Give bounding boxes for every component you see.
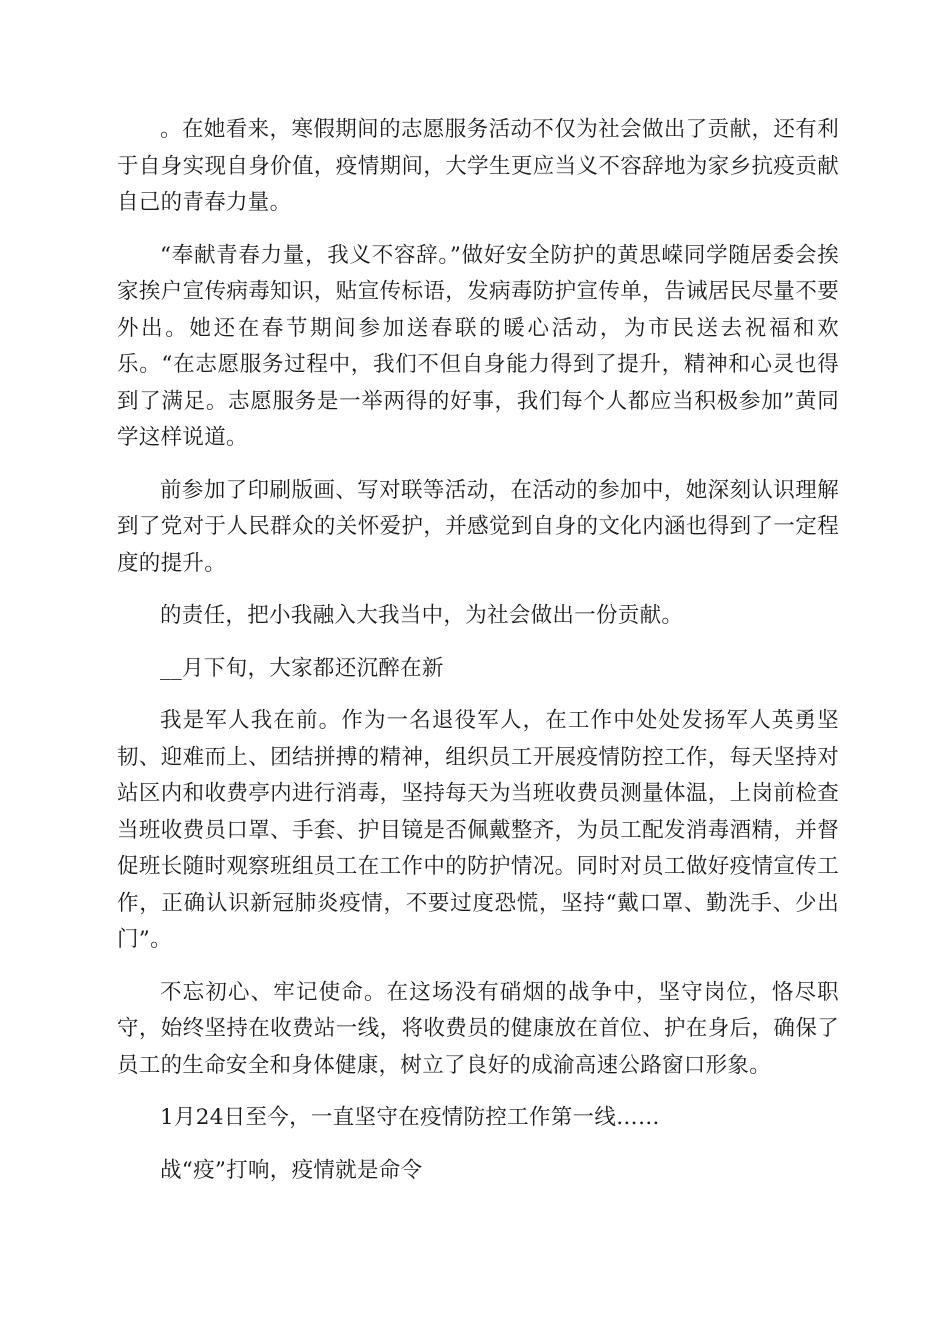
paragraph-6: 我是军人我在前。作为一名退役军人，在工作中处处发扬军人英勇坚韧、迎难而上、团结拼搏的精神，组织员工开展疫情防控工作，每天坚持对站区内和收费亭内进行消毒，坚持每天为当班收费员测量体温，上岗前检查当班收费员口罩、手套、护目镜是否佩戴整齐，为员工配发消毒酒精，并督促班长随时观察班组员工在工作中的防护情况。同时对员工做好疫情宣传工作，正确认识新冠肺炎疫情，不要过度恐慌，坚持“戴口罩、勤洗手、少出门”。 [117, 708, 839, 952]
paragraph-5: __月下旬，大家都还沉醉在新 [160, 655, 444, 681]
paragraph-2: “奉献青春力量，我义不容辞。”做好安全防护的黄思嵘同学随居委会挨家挨户宣传病毒知识，贴宣传标语，发病毒防护宣传单，告诫居民尽量不要外出。她还在春节期间参加送春联的暖心活动，为市民送去祝福和欢乐。“在志愿服务过程中，我们不但自身能力得到了提升，精神和心灵也得到了满足。志愿服务是一举两得的好事，我们每个人都应当积极参加”黄同学这样说道。 [117, 242, 839, 450]
document-body [117, 112, 839, 1205]
paragraph-3: 前参加了印刷版画、写对联等活动，在活动的参加中，她深刻认识理解到了党对于人民群众的关怀爱护，并感觉到自身的文化内涵也得到了一定程度的提升。 [117, 477, 839, 576]
paragraph-9: 战“疫”打响，疫情就是命令 [160, 1157, 423, 1183]
paragraph-1: 。在她看来，寒假期间的志愿服务活动不仅为社会做出了贡献，还有利于自身实现自身价值，疫情期间，大学生更应当义不容辞地为家乡抗疫贡献自己的青春力量。 [117, 117, 839, 215]
paragraph-7: 不忘初心、牢记使命。在这场没有硝烟的战争中，坚守岗位，恪尽职守，始终坚持在收费站一线，将收费员的健康放在首位、护在身后，确保了员工的生命安全和身体健康，树立了良好的成渝高速公路窗口形象。 [117, 979, 839, 1078]
paragraph-4: 的责任，把小我融入大我当中，为社会做出一份贡献。 [160, 603, 684, 628]
paragraph-8: 1月24日至今，一直坚守在疫情防控工作第一线…… [160, 1105, 660, 1130]
